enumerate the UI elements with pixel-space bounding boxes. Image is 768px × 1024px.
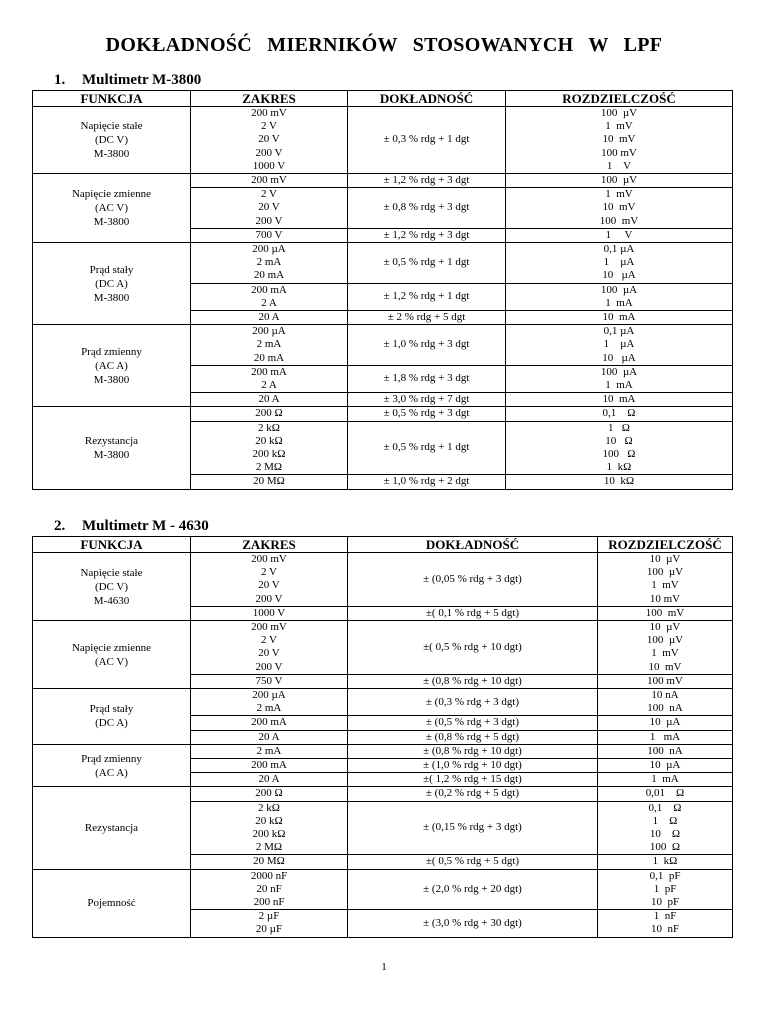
range-value: 200 Ω [255,407,283,420]
function-label: M-3800 [93,449,130,462]
resolution-value: 1 Ω [652,814,678,827]
multimeter-m4630-table [32,536,733,938]
range-cell [191,674,348,688]
function-label: Napięcie zmienne [71,641,152,654]
resolution-cell [598,606,733,620]
resolution-value: 1 mA [605,296,633,309]
function-cell [33,553,191,621]
resolution-value: 1 Ω [608,421,630,434]
resolution-value: 1 nF [653,910,677,923]
function-label: Rezystancja [84,822,139,835]
range-value: 2 µF [258,910,280,923]
range-value: 2 V [261,566,277,579]
resolution-value: 0,1 pF [649,869,681,882]
accuracy-cell: ± 0,3 % rdg + 1 dgt [348,107,506,174]
resolution-value: 1 V [606,159,632,172]
range-cell [191,744,348,758]
range-value: 20 A [258,393,280,406]
resolution-value: 100 µA [600,283,638,296]
table-row [33,869,733,910]
accuracy-cell: ±( 1,2 % rdg + 15 dgt) [348,773,598,787]
column-header: DOKŁADNOŚĆ [348,91,506,107]
function-label: M-3800 [93,216,130,229]
accuracy-cell: ± (1,0 % rdg + 10 dgt) [348,759,598,773]
range-value: 200 µA [252,689,286,702]
function-label: M-3800 [93,373,130,386]
resolution-value: 100 mV [599,214,639,227]
range-value: 200 kΩ [252,448,286,461]
resolution-value: 10 µA [649,759,681,772]
range-value: 200 mA [251,716,287,729]
resolution-value: 10 pF [650,896,680,909]
function-label: (DC V) [94,134,129,146]
resolution-value: 100 µA [600,365,638,378]
accuracy-cell: ± 1,8 % rdg + 3 dgt [348,365,506,392]
resolution-value: 10 mV [648,660,682,673]
range-value: 200 mV [251,107,287,119]
resolution-value: 100 nA [647,702,683,715]
range-cell [191,773,348,787]
function-label: M-4630 [93,594,130,607]
header-row [33,91,733,107]
function-label: M-3800 [93,291,130,304]
table-row [33,787,733,801]
range-cell [191,311,348,325]
accuracy-cell: ± (0,3 % rdg + 3 dgt) [348,689,598,716]
function-label: Rezystancja [84,435,139,448]
function-label: Prąd stały [89,263,134,276]
resolution-value: 10 mV [602,133,636,146]
resolution-cell [506,407,733,421]
column-header: DOKŁADNOŚĆ [348,537,598,553]
resolution-value: 100 µV [646,634,684,647]
accuracy-cell: ± (0,15 % rdg + 3 dgt) [348,801,598,855]
function-cell [33,107,191,174]
range-value: 200 mA [251,283,287,296]
function-label: Pojemność [87,897,136,910]
range-cell [191,325,348,366]
resolution-value: 10 µV [649,621,681,634]
range-value: 700 V [255,228,283,241]
function-label: (AC A) [95,359,128,372]
resolution-value: 100 mV [647,674,683,687]
range-cell [191,393,348,407]
function-cell [33,243,191,325]
resolution-value: 100 mV [645,606,685,619]
accuracy-cell: ±( 0,5 % rdg + 10 dgt) [348,621,598,675]
accuracy-cell: ± (0,8 % rdg + 10 dgt) [348,744,598,758]
resolution-value: 0,1 Ω [602,407,636,420]
resolution-value: 1 pF [653,882,677,895]
resolution-value: 10 µA [649,716,681,729]
range-value: 20 A [258,773,280,786]
resolution-cell [506,188,733,229]
resolution-value: 1 mV [605,188,633,201]
accuracy-cell: ±( 0,5 % rdg + 5 dgt) [348,855,598,869]
accuracy-cell: ± 1,2 % rdg + 3 dgt [348,228,506,242]
resolution-value: 1 mV [651,647,679,660]
resolution-cell [598,801,733,855]
range-value: 200 µA [252,325,286,338]
range-cell [191,621,348,675]
function-cell [33,869,191,937]
range-cell [191,787,348,801]
resolution-value: 100 µV [646,566,684,579]
resolution-value: 10 Ω [605,434,633,447]
range-value: 200 V [255,146,283,159]
range-cell [191,553,348,607]
resolution-value: 1 mA [649,730,681,743]
section-title-2 [54,518,209,535]
range-value: 2 mA [256,256,282,269]
resolution-cell [506,365,733,392]
range-value: 200 mV [251,174,287,187]
range-cell [191,869,348,910]
resolution-cell [598,674,733,688]
resolution-cell [506,393,733,407]
column-header: ROZDZIELCZOŚĆ [506,91,733,107]
range-value: 1000 V [252,159,286,172]
resolution-value: 1 mA [605,379,633,392]
table-row [33,689,733,716]
resolution-value: 0,1 Ω [648,801,682,814]
resolution-value: 100 nA [647,744,683,757]
range-value: 20 V [258,647,280,660]
resolution-cell [598,689,733,716]
range-value: 2 MΩ [255,841,283,854]
resolution-value: 0,1 µA [603,325,635,338]
range-value: 20 A [258,311,280,324]
range-value: 200 mA [251,365,287,378]
resolution-cell [506,475,733,489]
range-cell [191,716,348,730]
section-title-1 [54,72,201,89]
function-label: Prąd zmienny [81,345,142,358]
function-label: Napięcie stałe [80,566,143,579]
range-value: 20 mA [253,269,285,282]
range-value: 750 V [255,674,283,687]
accuracy-cell: ± (0,5 % rdg + 3 dgt) [348,716,598,730]
range-value: 200 V [255,214,283,227]
resolution-cell [598,773,733,787]
resolution-value: 1 mV [605,120,633,133]
range-value: 200 V [255,592,283,605]
column-header: FUNKCJA [33,91,191,107]
resolution-cell [598,855,733,869]
section-heading: Multimetr M-3800 [82,72,202,88]
range-value: 20 mA [253,351,285,364]
range-value: 2 V [261,634,277,647]
resolution-cell [598,621,733,675]
resolution-value: 1 kΩ [652,855,678,868]
accuracy-cell: ± 1,2 % rdg + 1 dgt [348,283,506,310]
section-heading: Multimetr M - 4630 [82,518,209,534]
range-cell [191,107,348,174]
column-header: ROZDZIELCZOŚĆ [598,537,733,553]
function-label: (DC A) [95,717,128,730]
function-label: Napięcie stałe [80,120,143,132]
accuracy-cell: ± 0,5 % rdg + 1 dgt [348,243,506,284]
range-cell [191,174,348,188]
resolution-value: 1 µA [603,338,635,351]
range-value: 200 mV [251,553,287,565]
range-cell [191,365,348,392]
resolution-value: 10 mA [602,311,636,324]
resolution-value: 10 kΩ [603,475,635,488]
range-value: 2 kΩ [258,421,280,434]
table-row [33,174,733,188]
range-value: 20 A [258,730,280,743]
range-value: 200 mV [251,621,287,634]
resolution-value: 10 nF [650,923,680,936]
function-cell [33,325,191,407]
range-cell [191,689,348,716]
resolution-value: 10 Ω [649,828,681,841]
range-value: 20 V [258,579,280,592]
range-value: 2000 nF [250,869,288,882]
resolution-value: 1 mV [651,579,679,592]
range-value: 2 MΩ [255,461,283,474]
resolution-cell [506,243,733,284]
accuracy-cell: ± 1,0 % rdg + 2 dgt [348,475,506,489]
range-value: 2 A [261,379,277,392]
range-value: 20 µF [255,923,283,936]
function-label: Prąd zmienny [81,752,142,765]
accuracy-cell: ± 0,5 % rdg + 3 dgt [348,407,506,421]
function-cell [33,407,191,489]
function-cell [33,787,191,869]
accuracy-cell: ± (0,8 % rdg + 10 dgt) [348,674,598,688]
table-row [33,107,733,174]
range-cell [191,283,348,310]
function-label: M-3800 [93,148,130,160]
resolution-cell [506,325,733,366]
function-label: (AC V) [94,202,129,215]
resolution-value: 10 nA [651,689,679,702]
resolution-cell [506,421,733,475]
accuracy-cell: ± 2 % rdg + 5 dgt [348,311,506,325]
resolution-cell [598,553,733,607]
range-cell [191,759,348,773]
accuracy-cell: ± 3,0 % rdg + 7 dgt [348,393,506,407]
function-label: (AC A) [95,766,128,779]
resolution-value: 10 mA [602,393,636,406]
resolution-cell [598,759,733,773]
resolution-value: 100 Ω [649,841,681,854]
section-number: 2. [54,518,66,534]
function-label: Napięcie zmienne [71,188,152,201]
resolution-value: 100 µV [600,107,638,119]
resolution-cell [506,283,733,310]
resolution-value: 0,01 Ω [645,787,685,800]
range-value: 200 nF [253,896,285,909]
accuracy-cell: ± 0,8 % rdg + 3 dgt [348,188,506,229]
accuracy-cell: ± 1,2 % rdg + 3 dgt [348,174,506,188]
accuracy-cell: ± (0,05 % rdg + 3 dgt) [348,553,598,607]
function-label: (DC A) [95,277,128,290]
page-title: DOKŁADNOŚĆ MIERNIKÓW STOSOWANYCH W LPF [105,34,663,56]
function-cell [33,689,191,745]
accuracy-cell: ± (0,2 % rdg + 5 dgt) [348,787,598,801]
column-header: ZAKRES [191,91,348,107]
column-header: FUNKCJA [33,537,191,553]
range-value: 200 Ω [255,787,283,800]
range-cell [191,407,348,421]
range-cell [191,243,348,284]
resolution-value: 100 mV [601,146,637,159]
resolution-cell [598,716,733,730]
range-value: 2 V [261,188,277,201]
resolution-cell [598,910,733,937]
table-row [33,744,733,758]
multimeter-m3800-table [32,90,733,490]
range-value: 2 mA [256,338,282,351]
range-cell [191,475,348,489]
table-row [33,407,733,421]
accuracy-cell: ± (3,0 % rdg + 30 dgt) [348,910,598,937]
range-value: 200 V [255,660,283,673]
resolution-value: 10 mV [602,201,636,214]
function-label: (AC V) [94,655,129,668]
range-value: 1000 V [252,606,286,619]
range-value: 2 mA [256,744,282,757]
resolution-value: 10 µA [602,269,636,282]
range-value: 20 kΩ [255,434,283,447]
resolution-value: 100 µV [600,174,638,187]
range-cell [191,421,348,475]
range-value: 200 kΩ [252,828,286,841]
range-cell [191,606,348,620]
table-row [33,621,733,675]
range-cell [191,730,348,744]
resolution-cell [598,869,733,910]
resolution-cell [506,311,733,325]
resolution-cell [598,787,733,801]
range-value: 2 A [261,296,277,309]
resolution-value: 10 µV [649,553,681,565]
accuracy-cell: ± 1,0 % rdg + 3 dgt [348,325,506,366]
column-header: ZAKRES [191,537,348,553]
accuracy-cell: ± (2,0 % rdg + 20 dgt) [348,869,598,910]
range-value: 20 V [258,201,280,214]
range-value: 20 MΩ [253,855,285,868]
section-number: 1. [54,72,66,88]
resolution-cell [598,730,733,744]
resolution-value: 10 µA [602,351,636,364]
resolution-value: 100 Ω [602,448,636,461]
function-cell [33,744,191,787]
range-value: 20 MΩ [253,475,285,488]
resolution-cell [506,107,733,174]
range-cell [191,855,348,869]
resolution-value: 1 mA [651,773,679,786]
table-row [33,325,733,366]
function-cell [33,621,191,689]
range-cell [191,228,348,242]
resolution-cell [506,228,733,242]
resolution-value: 1 V [605,228,633,241]
range-value: 200 µA [252,243,286,256]
range-cell [191,801,348,855]
range-value: 200 mA [251,759,287,772]
range-value: 2 mA [256,702,282,715]
range-value: 2 kΩ [258,801,280,814]
range-cell [191,188,348,229]
accuracy-cell: ± 0,5 % rdg + 1 dgt [348,421,506,475]
function-cell [33,174,191,243]
range-cell [191,910,348,937]
function-label: (DC V) [94,580,129,593]
resolution-value: 10 mV [649,592,681,605]
function-label: Prąd stały [89,703,134,716]
accuracy-cell: ±( 0,1 % rdg + 5 dgt) [348,606,598,620]
resolution-value: 1 µA [603,256,635,269]
header-row [33,537,733,553]
range-value: 20 nF [256,882,282,895]
table-row [33,553,733,607]
range-value: 20 kΩ [255,814,283,827]
resolution-cell [598,744,733,758]
accuracy-cell: ± (0,8 % rdg + 5 dgt) [348,730,598,744]
range-value: 20 V [258,133,280,146]
table-row [33,243,733,284]
resolution-value: 1 kΩ [606,461,632,474]
page-number: 1 [381,961,387,973]
resolution-value: 0,1 µA [603,243,635,256]
range-value: 2 V [261,120,277,133]
resolution-cell [506,174,733,188]
